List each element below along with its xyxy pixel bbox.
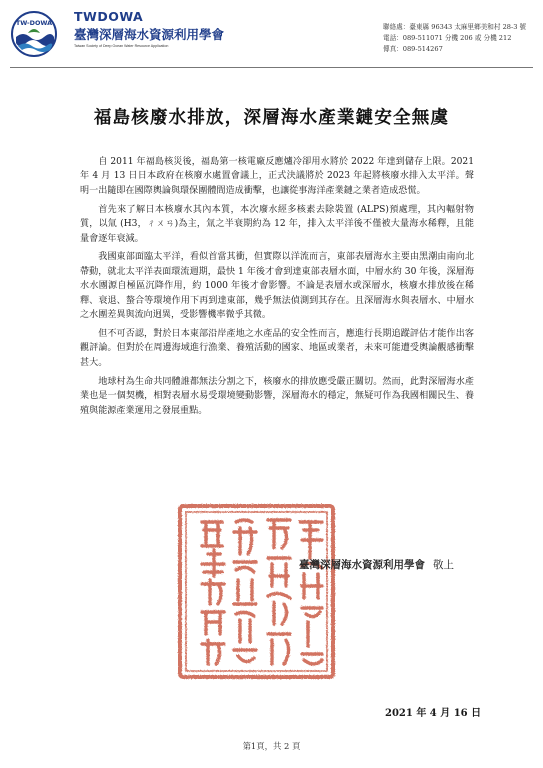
letterhead: [0, 0, 543, 78]
document-title: 福島核廢水排放，深層海水產業鏈安全無虞: [93, 108, 450, 128]
logo-text: TW-DOWA: [15, 19, 53, 27]
org-short-name: TWDOWA: [74, 9, 144, 24]
body-paragraph: 首先來了解日本核廢水其內本質，本次廢水經多核素去除裝置 (ALPS)預處理，其內輻射物質，以氚 (H3，ㄔㄨㄢ)為主，氚之半衰期約為 12 年，排入太平洋後不僅被大量海水稀釋，且能量會逐年衰減。: [80, 204, 474, 244]
contact-phone: 電話：089-511071 分機 206 或 分機 212: [383, 34, 512, 42]
header-divider: [10, 67, 533, 68]
society-logo: [10, 10, 58, 58]
body-paragraph: 我國東部面臨太平洋，看似首當其衝，但實際以洋流而言，東部表層海水主要由黑潮由南向北帶動，就北太平洋表面環流週期，最快 1 年後才會到達東部表層水面，中層水約 30 年後，深層海水水團源自極區沉降作用，約 1000 年後才會影響。不論是表層水或深層水，核廢水排放後在稀釋、衰退、螯合等環境作用下再到達東部，幾乎無法偵測到其存在。且深層海水與表層水、中層水之水團差異與流向迥異，受影響機率微乎其微。: [80, 252, 474, 321]
document-body: [80, 155, 474, 422]
org-name-en: Taiwan Society of Deep Ocean Water Resource Application: [74, 44, 169, 48]
official-seal-stamp: [174, 500, 339, 683]
document-date: 2021 年 4 月 16 日: [385, 708, 482, 719]
page-number: 第1頁，共 2 頁: [242, 741, 301, 751]
org-name-zh: 臺灣深層海水資源利用學會: [74, 27, 225, 42]
signature-closing: 敬上: [433, 559, 454, 571]
body-paragraph: 但不可否認，對於日本東部沿岸產地之水產品的安全性而言，應進行長期追蹤評估才能作出客觀評論。但對於在周邊海域進行漁業、養殖活動的國家、地區或業者，未來可能遭受輿論觀感衝擊甚大。: [80, 328, 474, 368]
signature-line: [299, 557, 454, 572]
body-paragraph: 地球村為生命共同體誰都無法分割之下，核廢水的排放應受嚴正關切。然而，此對深層海水產業也是一個契機，相對表層水易受環境變動影響，深層海水的穩定，無疑可作為我國相關民生、養殖與能源產業運用之發展重點。: [80, 376, 474, 416]
signature-organization: 臺灣深層海水資源利用學會: [299, 559, 425, 571]
contact-fax: 傳真：089-514267: [383, 45, 443, 53]
contact-info: [383, 22, 526, 55]
body-paragraph: 自 2011 年福島核災後，福島第一核電廠反應爐冷卻用水將於 2022 年達到儲存上限。2021 年 4 月 13 日日本政府在核廢水處置會議上，正式決議將於 2023 年起將核廢水排入太平洋。聲明一出隨即在國際輿論與環保團體間造成衝擊，也讓從事海洋產業鏈之業者造成恐慌。: [80, 157, 474, 196]
contact-address: 聯絡處：臺東縣 96343 太麻里鄉美和村 28-3 號: [383, 23, 527, 31]
